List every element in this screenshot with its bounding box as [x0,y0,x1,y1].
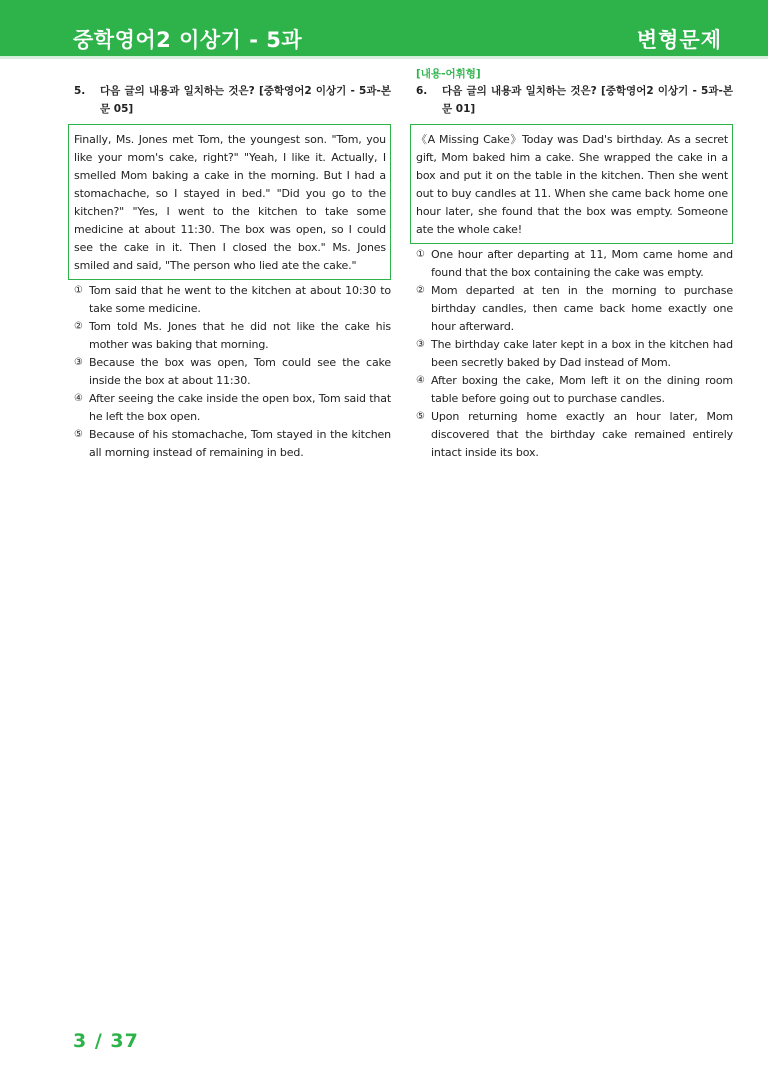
option-text: After seeing the cake inside the open box, Tom said that he left the box open. [89,392,391,423]
question-6-text: 다음 글의 내용과 일치하는 것은? [중학영어2 이상기 - 5과-본문 01] [442,85,733,115]
question-5-options [68,282,391,462]
option-number: ① [416,249,425,260]
question-5 [68,66,391,462]
option-4[interactable] [416,372,733,408]
option-5[interactable] [74,426,391,462]
question-6 [410,66,733,462]
option-1[interactable] [74,282,391,318]
question-6-passage: 《A Missing Cake》Today was Dad's birthday. As a secret gift, Mom baked him a cake. She wrapped the cake in a box and put it on the table in the kitchen. Then she went out to buy candles at 11. When she came back home one hour later, she found that the box was empty. Someone ate the whole cake! [410,124,733,244]
header-divider [0,56,768,59]
option-number: ⑤ [416,411,425,422]
option-3[interactable] [74,354,391,390]
option-3[interactable] [416,336,733,372]
question-6-header [416,82,733,118]
option-text: Upon returning home exactly an hour later, Mom discovered that the birthday cake remained entirely intact inside its box. [431,410,733,459]
option-text: Tom told Ms. Jones that he did not like the cake his mother was baking that morning. [89,320,391,351]
option-number: ⑤ [74,429,83,440]
header-section-label: 변형문제 [636,28,722,52]
option-text: Because of his stomachache, Tom stayed in the kitchen all morning instead of remaining in bed. [89,428,391,459]
option-text: One hour after departing at 11, Mom came home and found that the box containing the cake was empty. [431,248,733,279]
option-2[interactable] [74,318,391,354]
question-5-header [74,82,391,118]
option-number: ③ [416,339,425,350]
option-text: After boxing the cake, Mom left it on the dining room table before going out to purchase candles. [431,374,733,405]
question-6-number: 6. [416,85,428,97]
option-text: The birthday cake later kept in a box in the kitchen had been secretly baked by Dad instead of Mom. [431,338,733,369]
question-5-text: 다음 글의 내용과 일치하는 것은? [중학영어2 이상기 - 5과-본문 05] [100,85,391,115]
option-number: ① [74,285,83,296]
option-text: Mom departed at ten in the morning to purchase birthday candles, then came back home exactly one hour afterward. [431,284,733,333]
question-6-options [410,246,733,462]
page-number: 3 / 37 [73,1030,139,1052]
option-number: ④ [416,375,425,386]
option-number: ③ [74,357,83,368]
option-5[interactable] [416,408,733,462]
question-5-passage: Finally, Ms. Jones met Tom, the youngest son. "Tom, you like your mom's cake, right?" "Yeah, I like it. Actually, I smelled Mom baking a cake in the morning. But I had a stomachache, so I stayed in bed." "Did you go to the kitchen?" "Yes, I went to the kitchen to take some medicine at about 11:30. The box was open, so I could see the cake in it. Then I closed the box." Ms. Jones smiled and said, "The person who lied ate the cake." [68,124,391,280]
header-title: 중학영어2 이상기 - 5과 [73,28,303,52]
option-2[interactable] [416,282,733,336]
question-6-type-tag: [내용-어휘형] [416,68,481,80]
question-5-number: 5. [74,85,86,97]
option-1[interactable] [416,246,733,282]
option-number: ② [74,321,83,332]
option-number: ② [416,285,425,296]
option-text: Tom said that he went to the kitchen at about 10:30 to take some medicine. [89,284,391,315]
option-number: ④ [74,393,83,404]
option-4[interactable] [74,390,391,426]
page-header [0,0,768,56]
option-text: Because the box was open, Tom could see the cake inside the box at about 11:30. [89,356,391,387]
